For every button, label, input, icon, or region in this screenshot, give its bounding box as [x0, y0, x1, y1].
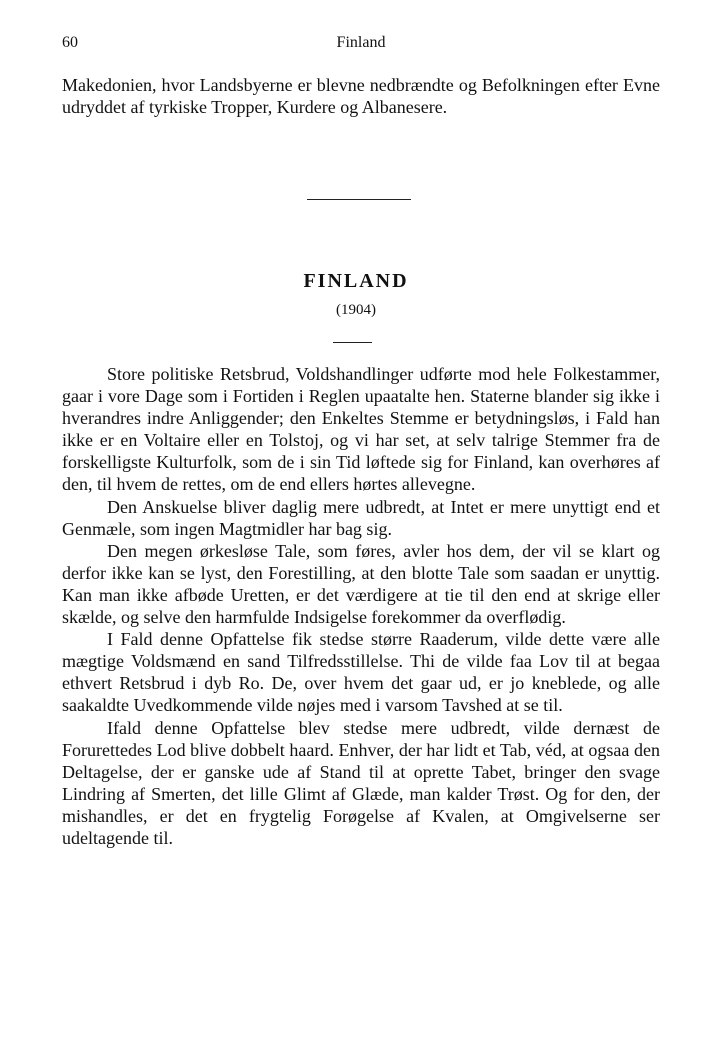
paragraph: Den megen ørkesløse Tale, som føres, avler hos dem, der vil se klart og derfor ikke kan se lyst, den Forestilling, at den blotte Tale som saadan er unyttig. Kan man ikke afbøde Uretten, er det værdigere at tie til den end at skrige eller skælde, og selve den harmfulde Indsigelse forekommer da overflødig. — [62, 540, 660, 628]
paragraph: I Fald denne Opfattelse fik stedse større Raaderum, vilde dette være alle mægtige Voldsmænd en sand Tilfredsstillelse. Thi de vilde faa Lov til at begaa ethvert Retsbrud i dyb Ro. De, over hvem det gaar ud, er jo kneblede, og alle saakaldte Uvedkommende vilde nøjes med i varsom Tavshed at se til. — [62, 629, 660, 716]
section-year: (1904) — [336, 302, 376, 318]
section-title: FINLAND — [303, 270, 409, 292]
paragraph: Ifald denne Opfattelse blev stedse mere udbredt, vilde dernæst de Forurettedes Lod blive dobbelt haard. Enhver, der har lidt et Tab, véd, at ogsaa den Deltagelse, der er ganske ude af Stand til at oprette Tabet, bringer den svage Lindring af Smerten, det lille Glimt af Glæde, man kalder Trøst. Og for den, der mishandles, er det en frygtelig Forøgelse af Kvalen, at Omgivelserne ser udeltagende til. — [62, 717, 660, 848]
section-divider — [307, 199, 411, 200]
page-header — [62, 34, 660, 56]
carry-over-paragraph: Makedonien, hvor Landsbyerne er blevne nedbrændte og Befolkningen efter Evne udryddet af tyrkiske Tropper, Kurdere og Albanesere. — [62, 75, 660, 118]
paragraph: Den Anskuelse bliver daglig mere udbredt, at Intet er mere unyttigt end et Genmæle, som ingen Magtmidler har bag sig. — [62, 496, 660, 539]
page-number: 60 — [62, 34, 78, 51]
paragraph: Store politiske Retsbrud, Voldshandlinger udførte mod hele Folkestammer, gaar i vore Dage som i Fortiden i Reglen upaatalte hen. Staterne blander sig ikke i hverandres indre Anliggender; den Enkeltes Stemme er betydningsløs, i Fald han ikke er en Voltaire eller en Tolstoj, og vi har set, at selv talrige Stemmer fra de forskelligste Kulturfolk, som de i sin Tid løftede sig for Finland, kan overhøres af den, til hvem de rettes, om de end ellers hørtes allevegne. — [62, 364, 660, 495]
title-rule — [333, 342, 372, 343]
section-body — [62, 363, 660, 849]
running-head: Finland — [336, 34, 386, 51]
